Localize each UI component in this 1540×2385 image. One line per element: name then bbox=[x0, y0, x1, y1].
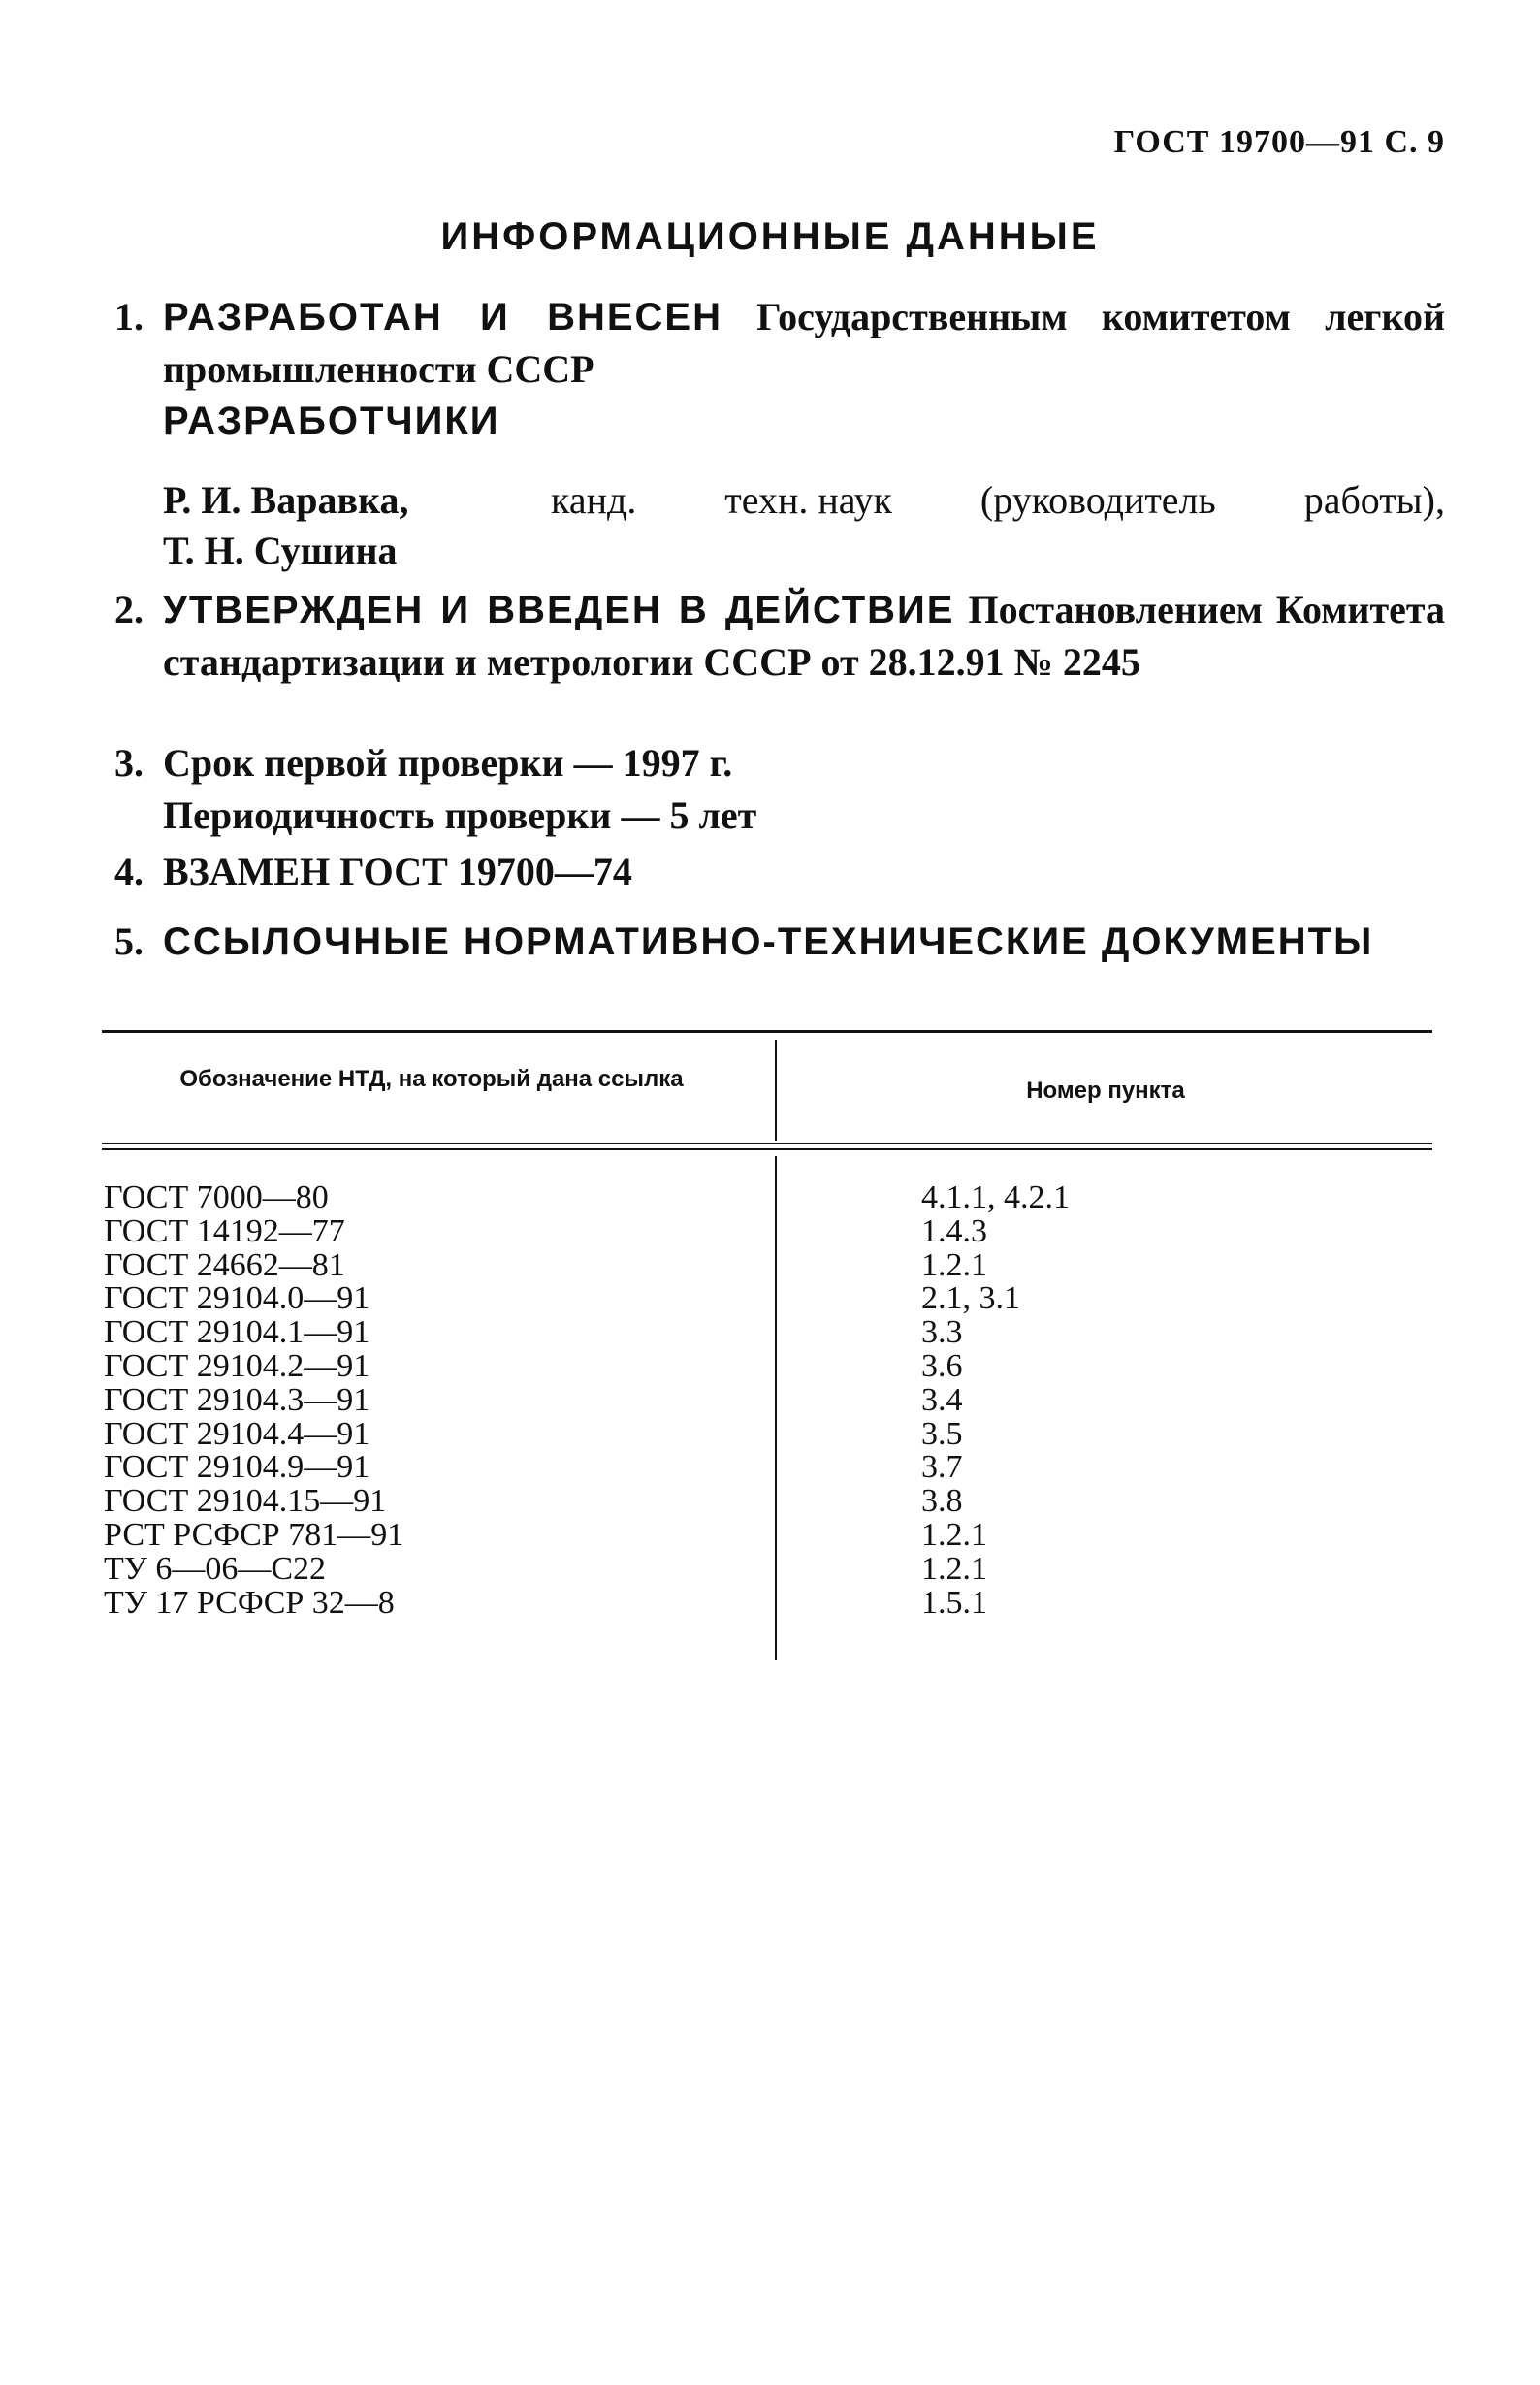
developer-name: Т. Н. Сушина bbox=[163, 529, 398, 572]
role-word: канд. bbox=[551, 478, 637, 522]
document-designation: ТУ 17 РСФСР 32—8 bbox=[104, 1584, 395, 1621]
document-designation: ГОСТ 29104.4—91 bbox=[104, 1415, 370, 1452]
document-title: ИНФОРМАЦИОННЫЕ ДАННЫЕ bbox=[440, 215, 1100, 258]
document-designation: ГОСТ 29104.0—91 bbox=[104, 1280, 370, 1317]
document-designation: ГОСТ 7000—80 bbox=[104, 1179, 329, 1215]
clause-number: 1.5.1 bbox=[921, 1584, 987, 1621]
header-divider bbox=[775, 1040, 777, 1141]
role-word: техн. наук bbox=[724, 478, 892, 522]
table-row bbox=[102, 1381, 1432, 1418]
clause-number: 1.2.1 bbox=[921, 1246, 987, 1283]
document-designation: ГОСТ 24662—81 bbox=[104, 1246, 345, 1283]
table-row bbox=[102, 1347, 1432, 1384]
table-row bbox=[102, 1181, 1432, 1215]
table-row bbox=[102, 1316, 1432, 1350]
item-number: 4. bbox=[114, 850, 144, 893]
developer-name: Р. И. Варавка, bbox=[163, 478, 409, 522]
table-row bbox=[102, 1550, 1432, 1587]
role-word: (руководитель bbox=[979, 478, 1216, 522]
table-row bbox=[102, 1451, 1432, 1485]
document-designation: ГОСТ 14192—77 bbox=[104, 1212, 345, 1249]
developers-heading: РАЗРАБОТЧИКИ bbox=[163, 400, 500, 442]
table-row bbox=[102, 1415, 1432, 1452]
clause-number: 1.2.1 bbox=[921, 1550, 987, 1587]
clause-number: 3.5 bbox=[921, 1415, 963, 1452]
table-row bbox=[102, 1246, 1432, 1283]
table-row bbox=[102, 1282, 1432, 1316]
developer-row bbox=[163, 475, 1445, 526]
page-header: ГОСТ 19700—91 С. 9 bbox=[1113, 124, 1445, 160]
item-text: Постановлением Комитета стандартизации и метрологии СССР от 28.12.91 № 2245 bbox=[163, 588, 1446, 684]
table-row bbox=[102, 1584, 1432, 1621]
document-designation: ГОСТ 29104.15—91 bbox=[104, 1483, 387, 1520]
clause-number: 3.6 bbox=[921, 1347, 963, 1384]
item-caps: УТВЕРЖДЕН И ВВЕДЕН В ДЕЙСТВИЕ bbox=[163, 589, 955, 631]
table-row bbox=[102, 1516, 1432, 1553]
clause-number: 3.4 bbox=[921, 1381, 963, 1418]
item-number: 5. bbox=[114, 919, 144, 963]
info-item-4 bbox=[114, 846, 1445, 898]
clause-number: 3.8 bbox=[921, 1483, 963, 1520]
info-item-3 bbox=[114, 737, 1445, 842]
developer-role bbox=[551, 475, 1445, 526]
table-body bbox=[102, 1181, 1432, 1620]
document-designation: ГОСТ 29104.3—91 bbox=[104, 1381, 370, 1418]
info-item-2 bbox=[114, 584, 1445, 689]
item-caps: РАЗРАБОТАН И ВНЕСЕН bbox=[163, 296, 722, 338]
developers-list bbox=[163, 475, 1445, 576]
item-caps: ССЫЛОЧНЫЕ НОРМАТИВНО-ТЕХНИЧЕСКИЕ ДОКУМЕНТЫ bbox=[163, 920, 1374, 963]
item-text: Государственным комитетом легкой промышленности СССР bbox=[163, 295, 1446, 391]
item-number: 1. bbox=[114, 295, 144, 338]
document-designation: ГОСТ 29104.1—91 bbox=[104, 1314, 370, 1351]
document-designation: ГОСТ 29104.9—91 bbox=[104, 1449, 370, 1486]
column-header-clause: Номер пункта bbox=[1026, 1078, 1185, 1104]
developer-row bbox=[163, 526, 1445, 576]
info-item-5 bbox=[114, 916, 1445, 968]
clause-number: 3.7 bbox=[921, 1449, 963, 1486]
header-bottom-rule bbox=[102, 1143, 1432, 1150]
role-word: работы), bbox=[1303, 478, 1445, 522]
clause-number: 1.2.1 bbox=[921, 1516, 987, 1553]
reference-table bbox=[102, 1030, 1432, 1670]
table-row bbox=[102, 1485, 1432, 1519]
clause-number: 4.1.1, 4.2.1 bbox=[921, 1179, 1070, 1215]
item-line: Периодичность проверки — 5 лет bbox=[163, 793, 757, 837]
document-designation: ТУ 6—06—С22 bbox=[104, 1550, 327, 1587]
item-number: 3. bbox=[114, 741, 144, 785]
table-top-rule bbox=[102, 1030, 1432, 1033]
document-designation: РСТ РСФСР 781—91 bbox=[104, 1516, 404, 1553]
table-row bbox=[102, 1212, 1432, 1249]
item-number: 2. bbox=[114, 588, 144, 631]
document-designation: ГОСТ 29104.2—91 bbox=[104, 1347, 370, 1384]
clause-number: 3.3 bbox=[921, 1314, 963, 1351]
info-item-1 bbox=[114, 291, 1445, 396]
item-caps: ВЗАМЕН ГОСТ 19700—74 bbox=[163, 850, 632, 893]
clause-number: 1.4.3 bbox=[921, 1212, 987, 1249]
column-header-document: Обозначение НТД, на который дана ссылка bbox=[179, 1066, 684, 1092]
clause-number: 2.1, 3.1 bbox=[921, 1280, 1020, 1317]
item-line: Срок первой проверки — 1997 г. bbox=[163, 741, 733, 785]
